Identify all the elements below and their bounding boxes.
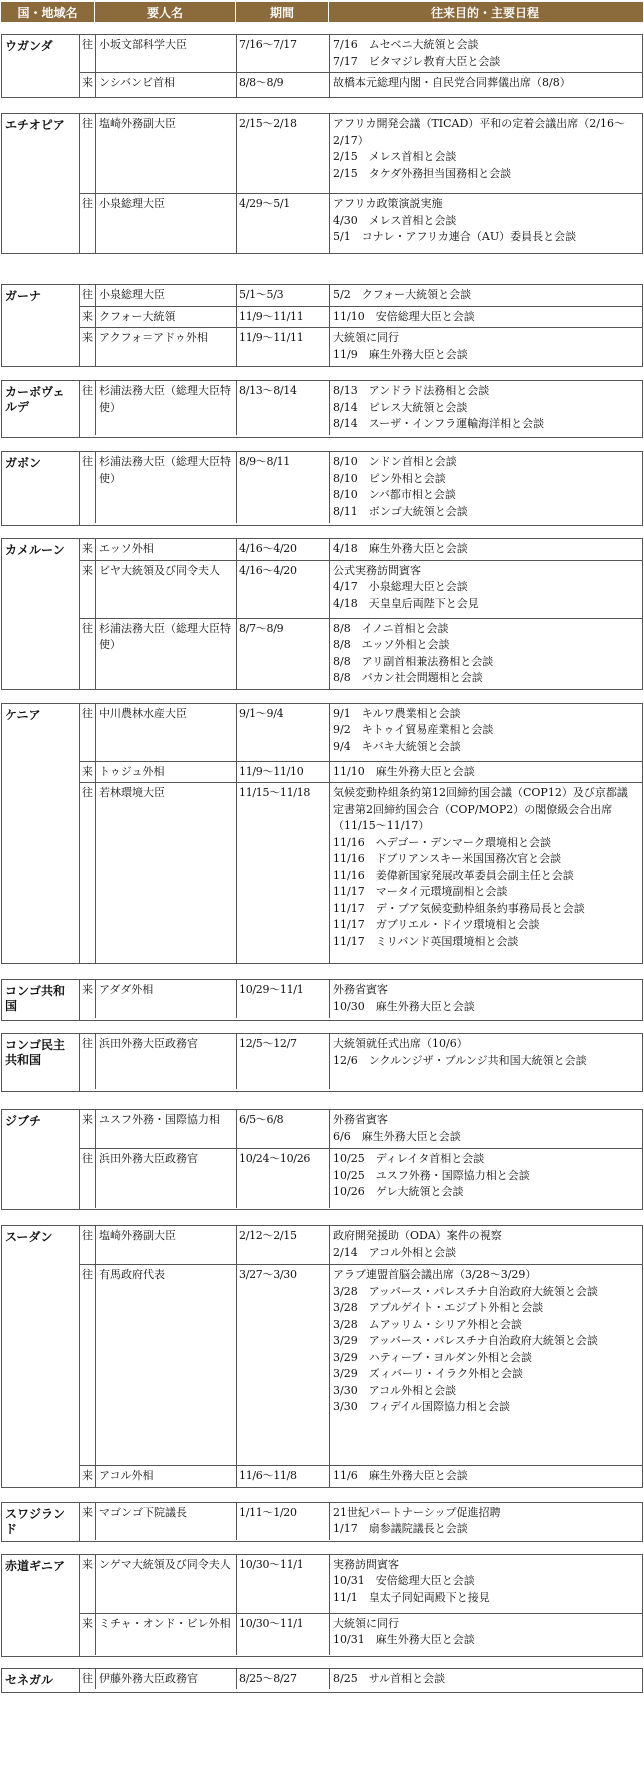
direction-cell: 往 xyxy=(80,285,96,306)
purpose-line: アラブ連盟首脳会議出席（3/28〜3/29） xyxy=(333,1268,537,1281)
person-cell: ンゲマ大統領及び同令夫人 xyxy=(96,1555,237,1613)
table-row xyxy=(80,306,642,328)
purpose-cell xyxy=(330,452,640,523)
period-cell: 8/9〜8/11 xyxy=(237,452,330,523)
purpose-line: 8/10 ピン外相と会談 xyxy=(333,471,446,485)
person-cell: 浜田外務大臣政務官 xyxy=(96,1034,237,1089)
purpose-cell xyxy=(330,194,640,253)
person-cell: トゥジュ外相 xyxy=(96,762,237,783)
person-cell: ミチャ・オンド・ビレ外相 xyxy=(96,1614,237,1655)
block-spacer xyxy=(0,1488,644,1502)
purpose-line: 11/17 ガブリエル・ドイツ環境相と会談 xyxy=(333,918,540,931)
purpose-line: 10/26 ゲレ大統領と会談 xyxy=(333,1185,464,1198)
purpose-line: 11/17 デ・ブア気候変動枠組条約事務局長と会談 xyxy=(333,901,585,915)
purpose-cell xyxy=(330,619,640,689)
purpose-line: 4/18 麻生外務大臣と会談 xyxy=(333,542,468,555)
country-name: ウガンダ xyxy=(2,35,80,97)
country-block xyxy=(1,1668,643,1693)
direction-cell: 往 xyxy=(80,1226,96,1264)
purpose-line: 2/15 メレス首相と会談 xyxy=(333,150,457,163)
period-cell: 2/12〜2/15 xyxy=(237,1226,330,1264)
country-name: コンゴ共和国 xyxy=(2,980,80,1020)
purpose-line: 11/10 麻生外務大臣と会談 xyxy=(333,764,475,778)
purpose-line: 8/10 ンドン首相と会談 xyxy=(333,455,457,468)
direction-cell: 往 xyxy=(80,194,96,253)
block-spacer xyxy=(0,964,644,979)
purpose-line: 11/9 麻生外務大臣と会談 xyxy=(333,347,468,361)
purpose-cell xyxy=(330,539,640,560)
country-block xyxy=(1,284,643,367)
purpose-line: 8/8 アリ副首相兼法務相と会談 xyxy=(333,654,494,668)
direction-cell: 往 xyxy=(80,452,96,523)
country-name: エチオピア xyxy=(2,114,80,253)
table-row xyxy=(80,782,642,963)
direction-cell: 来 xyxy=(80,1466,96,1487)
period-cell: 5/1〜5/3 xyxy=(237,285,330,306)
table-row xyxy=(80,72,642,97)
direction-cell: 来 xyxy=(80,762,96,783)
purpose-line: 11/16 ヘデゴー・デンマーク環境相と会談 xyxy=(333,835,552,849)
direction-cell: 往 xyxy=(80,619,96,689)
visit-rows xyxy=(80,35,642,97)
purpose-line: 9/1 キルワ農業相と会談 xyxy=(333,706,461,720)
table-row xyxy=(80,980,642,1018)
purpose-cell xyxy=(330,1466,640,1487)
purpose-line: 気候変動枠組条約第12回締約国会議（COP12）及び京都議定書第2回締約国会合（COP/MOP2）の閣僚級会合出席（11/15〜11/17） xyxy=(333,786,628,832)
purpose-line: 2/14 アコル外相と会談 xyxy=(333,1245,457,1259)
visit-rows xyxy=(80,1034,642,1091)
direction-cell: 来 xyxy=(80,1555,96,1613)
purpose-line: 21世紀パートナーシップ促進招聘 xyxy=(333,1505,501,1519)
period-cell: 8/13〜8/14 xyxy=(237,381,330,435)
table-row xyxy=(80,1465,642,1487)
purpose-line: 11/6 麻生外務大臣と会談 xyxy=(333,1469,468,1482)
block-spacer xyxy=(0,526,644,538)
purpose-line: 3/29 ハティーブ・ヨルダン外相と会談 xyxy=(333,1350,532,1364)
visit-rows xyxy=(80,452,642,525)
purpose-cell xyxy=(330,307,640,328)
header-purpose: 往来目的・主要日程 xyxy=(430,5,539,20)
period-cell: 8/25〜8/27 xyxy=(237,1669,330,1690)
country-name: ケニア xyxy=(2,704,80,964)
table-row xyxy=(80,35,642,72)
direction-cell: 往 xyxy=(80,35,96,72)
country-block xyxy=(1,538,643,690)
direction-cell: 来 xyxy=(80,539,96,560)
person-cell: エッソ外相 xyxy=(96,539,237,560)
country-block xyxy=(1,380,643,438)
person-cell: クフォー大統領 xyxy=(96,307,237,328)
period-cell: 7/16〜7/17 xyxy=(237,35,330,72)
purpose-cell xyxy=(330,1034,640,1089)
purpose-cell xyxy=(330,1503,640,1540)
purpose-line: 3/28 アブルゲイト・エジプト外相と会談 xyxy=(333,1301,544,1314)
period-cell: 4/16〜4/20 xyxy=(237,561,330,618)
purpose-line: 4/17 小泉総理大臣と会談 xyxy=(333,580,468,593)
person-cell: 杉浦法務大臣（総理大臣特使） xyxy=(96,381,237,435)
direction-cell: 来 xyxy=(80,1614,96,1655)
purpose-line: 8/8 イノニ首相と会談 xyxy=(333,621,449,635)
table-row xyxy=(80,452,642,523)
person-cell: 中川農林水産大臣 xyxy=(96,704,237,761)
country-name: 赤道ギニア xyxy=(2,1555,80,1656)
period-cell: 6/5〜6/8 xyxy=(237,1110,330,1148)
purpose-line: 11/1 皇太子同妃両殿下と接見 xyxy=(333,1590,490,1604)
table-row xyxy=(80,381,642,435)
country-name: カメルーン xyxy=(2,539,80,689)
purpose-cell xyxy=(330,1110,640,1148)
purpose-line: 8/25 サル首相と会談 xyxy=(333,1671,446,1685)
person-cell: 杉浦法務大臣（総理大臣特使） xyxy=(96,452,237,523)
table-row xyxy=(80,1503,642,1540)
table-row xyxy=(80,1669,642,1690)
table-row xyxy=(80,1613,642,1655)
purpose-cell xyxy=(330,1614,640,1655)
person-cell: 浜田外務大臣政務官 xyxy=(96,1149,237,1208)
purpose-line: 9/2 キトゥイ貿易産業相と会談 xyxy=(333,723,494,736)
purpose-line: 故橋本元総理内閣・自民党合同葬儀出席（8/8） xyxy=(333,76,571,89)
header-person: 要人名 xyxy=(95,2,236,22)
purpose-line: 8/10 ンバ都市相と会談 xyxy=(333,488,456,501)
country-block xyxy=(1,703,643,965)
purpose-cell xyxy=(330,762,640,783)
purpose-line: 8/8 エッソ外相と会談 xyxy=(333,638,450,651)
period-cell: 10/30〜11/1 xyxy=(237,1555,330,1613)
table-row xyxy=(80,1264,642,1465)
purpose-line: 6/6 麻生外務大臣と会談 xyxy=(333,1129,461,1143)
direction-cell: 往 xyxy=(80,704,96,761)
purpose-line: 3/30 フィデイル国際協力相と会談 xyxy=(333,1400,511,1413)
purpose-line: 7/16 ムセベニ大統領と会談 xyxy=(333,38,479,51)
country-name: スワジランド xyxy=(2,1503,80,1541)
header-country: 国・地域名 xyxy=(1,2,95,22)
direction-cell: 来 xyxy=(80,980,96,1018)
period-cell: 3/27〜3/30 xyxy=(237,1265,330,1465)
person-cell: マゴンゴ下院議長 xyxy=(96,1503,237,1540)
block-spacer xyxy=(0,1542,644,1554)
country-block xyxy=(1,1502,643,1542)
table-row xyxy=(80,761,642,783)
visit-rows xyxy=(80,114,642,253)
direction-cell: 来 xyxy=(80,561,96,618)
direction-cell: 往 xyxy=(80,381,96,435)
visit-rows xyxy=(80,1555,642,1656)
period-cell: 10/30〜11/1 xyxy=(237,1614,330,1655)
purpose-line: 11/17 ミリバンド英国環境相と会談 xyxy=(333,934,519,948)
visit-rows xyxy=(80,1503,642,1541)
purpose-cell xyxy=(330,381,640,435)
direction-cell: 来 xyxy=(80,1110,96,1148)
table-row xyxy=(80,1148,642,1208)
purpose-cell xyxy=(330,561,640,618)
purpose-cell xyxy=(330,1149,640,1208)
direction-cell: 往 xyxy=(80,1034,96,1089)
direction-cell: 来 xyxy=(80,73,96,97)
table-row xyxy=(80,327,642,366)
purpose-line: 11/10 安倍総理大臣と会談 xyxy=(333,309,475,323)
purpose-line: 7/17 ビタマジレ教育大臣と会談 xyxy=(333,54,501,68)
visit-rows xyxy=(80,1110,642,1209)
purpose-line: 外務省賓客 xyxy=(333,1113,388,1126)
purpose-line: 8/13 アンドラド法務相と会談 xyxy=(333,384,490,397)
visit-rows xyxy=(80,1669,642,1692)
period-cell: 4/16〜4/20 xyxy=(237,539,330,560)
period-cell: 9/1〜9/4 xyxy=(237,704,330,761)
purpose-line: 3/28 ムアッリム・シリア外相と会談 xyxy=(333,1317,522,1331)
table-row xyxy=(80,1110,642,1148)
purpose-line: 11/17 マータイ元環境副相と会談 xyxy=(333,885,508,898)
block-spacer xyxy=(0,690,644,703)
person-cell: 小泉総理大臣 xyxy=(96,285,237,306)
period-cell: 8/8〜8/9 xyxy=(237,73,330,97)
person-cell: 小泉総理大臣 xyxy=(96,194,237,253)
person-cell: アダダ外相 xyxy=(96,980,237,1018)
purpose-line: 実務訪問賓客 xyxy=(333,1557,399,1571)
country-block xyxy=(1,34,643,98)
purpose-cell xyxy=(330,1555,640,1613)
purpose-line: 大統領に同行 xyxy=(333,1616,399,1630)
purpose-line: 8/14 スーザ・インフラ運輸海洋相と会談 xyxy=(333,417,545,430)
person-cell: 小坂文部科学大臣 xyxy=(96,35,237,72)
block-spacer xyxy=(0,1210,644,1225)
period-cell: 1/11〜1/20 xyxy=(237,1503,330,1540)
purpose-line: 9/4 キバキ大統領と会談 xyxy=(333,739,461,753)
person-cell: 若林環境大臣 xyxy=(96,783,237,963)
table-row xyxy=(80,1034,642,1089)
country-name: セネガル xyxy=(2,1669,80,1692)
country-block xyxy=(1,979,643,1021)
purpose-line: 1/17 扇参議院議長と会談 xyxy=(333,1522,468,1535)
purpose-line: 10/30 麻生外務大臣と会談 xyxy=(333,999,475,1013)
direction-cell: 来 xyxy=(80,1503,96,1540)
person-cell: ンシバンビ首相 xyxy=(96,73,237,97)
purpose-line: 外務省賓客 xyxy=(333,983,388,996)
purpose-cell xyxy=(330,1265,640,1465)
period-cell: 11/6〜11/8 xyxy=(237,1466,330,1487)
visit-rows xyxy=(80,381,642,437)
country-name: スーダン xyxy=(2,1226,80,1487)
table-row xyxy=(80,285,642,306)
purpose-line: 10/31 安倍総理大臣と会談 xyxy=(333,1574,475,1587)
period-cell: 10/24〜10/26 xyxy=(237,1149,330,1208)
table-row xyxy=(80,618,642,689)
country-name: ガーナ xyxy=(2,285,80,366)
purpose-line: 2/15 タケダ外務担当国務相と会談 xyxy=(333,166,512,180)
country-name: ガボン xyxy=(2,452,80,525)
table-row xyxy=(80,704,642,761)
period-cell: 10/29〜11/1 xyxy=(237,980,330,1018)
purpose-line: アフリカ開発会議（TICAD）平和の定着会議出席（2/16〜2/17） xyxy=(333,117,626,147)
purpose-cell xyxy=(330,35,640,72)
table-row xyxy=(80,560,642,618)
purpose-line: 3/30 アコル外相と会談 xyxy=(333,1383,457,1397)
visit-rows xyxy=(80,980,642,1020)
purpose-line: 5/2 クフォー大統領と会談 xyxy=(333,288,472,301)
purpose-cell xyxy=(330,783,640,963)
purpose-line: 4/18 天皇皇后両陛下と会見 xyxy=(333,596,479,610)
block-spacer xyxy=(0,254,644,284)
person-cell: ビヤ大統領及び同令夫人 xyxy=(96,561,237,618)
purpose-cell xyxy=(330,73,640,97)
period-cell: 11/9〜11/11 xyxy=(237,328,330,366)
country-block xyxy=(1,1109,643,1210)
purpose-line: 大統領に同行 xyxy=(333,331,399,344)
visit-rows xyxy=(80,704,642,964)
purpose-line: 11/16 姜偉新国家発展改革委員会副主任と会談 xyxy=(333,868,574,882)
direction-cell: 往 xyxy=(80,1149,96,1208)
country-name: ジブチ xyxy=(2,1110,80,1209)
direction-cell: 往 xyxy=(80,114,96,193)
period-cell: 11/9〜11/10 xyxy=(237,762,330,783)
purpose-line: 8/8 バカン社会問題相と会談 xyxy=(333,671,483,684)
purpose-line: 3/29 アッバース・パレスチナ自治政府大統領と会談 xyxy=(333,1334,598,1347)
visit-rows xyxy=(80,1226,642,1487)
country-block xyxy=(1,451,643,526)
country-block xyxy=(1,113,643,254)
direction-cell: 往 xyxy=(80,783,96,963)
block-spacer xyxy=(0,1092,644,1109)
block-spacer xyxy=(0,438,644,451)
country-name: カーボヴェルデ xyxy=(2,381,80,437)
visit-rows xyxy=(80,539,642,689)
person-cell: 塩崎外務副大臣 xyxy=(96,114,237,193)
direction-cell: 往 xyxy=(80,1265,96,1465)
country-block xyxy=(1,1033,643,1092)
table-header xyxy=(1,2,643,22)
purpose-line: 4/30 メレス首相と会談 xyxy=(333,213,457,227)
header-period: 期間 xyxy=(236,2,329,22)
purpose-line: 大統領就任式出席（10/6） xyxy=(333,1037,468,1050)
block-spacer xyxy=(0,98,644,113)
table-body xyxy=(0,34,644,1693)
table-row xyxy=(80,1226,642,1264)
purpose-cell xyxy=(330,285,640,306)
table-row xyxy=(80,114,642,193)
purpose-line: アフリカ政策演説実施 xyxy=(333,197,443,210)
country-block xyxy=(1,1225,643,1488)
purpose-line: 3/29 ズィバーリ・イラク外相と会談 xyxy=(333,1367,524,1380)
table-row xyxy=(80,1555,642,1613)
person-cell: 有馬政府代表 xyxy=(96,1265,237,1465)
purpose-cell xyxy=(330,114,640,193)
person-cell: 杉浦法務大臣（総理大臣特使） xyxy=(96,619,237,689)
direction-cell: 往 xyxy=(80,1669,96,1690)
purpose-line: 12/6 ンクルンジザ・ブルンジ共和国大統領と会談 xyxy=(333,1053,587,1067)
purpose-cell xyxy=(330,1669,640,1690)
purpose-line: 10/25 ユスフ外務・国際協力相と会談 xyxy=(333,1168,530,1182)
direction-cell: 来 xyxy=(80,307,96,328)
period-cell: 11/9〜11/11 xyxy=(237,307,330,328)
purpose-line: 10/25 ディレイタ首相と会談 xyxy=(333,1152,485,1165)
period-cell: 2/15〜2/18 xyxy=(237,114,330,193)
purpose-line: 11/16 ドブリアンスキー米国国務次官と会談 xyxy=(333,852,562,865)
period-cell: 8/7〜8/9 xyxy=(237,619,330,689)
person-cell: 塩崎外務副大臣 xyxy=(96,1226,237,1264)
purpose-line: 8/14 ピレス大統領と会談 xyxy=(333,400,468,414)
country-name: コンゴ民主共和国 xyxy=(2,1034,80,1091)
block-spacer xyxy=(0,367,644,380)
person-cell: ユスフ外務・国際協力相 xyxy=(96,1110,237,1148)
purpose-line: 8/11 ボンゴ大統領と会談 xyxy=(333,504,468,518)
period-cell: 11/15〜11/18 xyxy=(237,783,330,963)
direction-cell: 来 xyxy=(80,328,96,366)
purpose-line: 政府開発援助（ODA）案件の視察 xyxy=(333,1229,502,1242)
period-cell: 12/5〜12/7 xyxy=(237,1034,330,1089)
purpose-cell xyxy=(330,704,640,761)
purpose-cell xyxy=(330,328,640,366)
purpose-line: 3/28 アッバース・パレスチナ自治政府大統領と会談 xyxy=(333,1284,598,1298)
purpose-line: 5/1 コナレ・アフリカ連合（AU）委員長と会談 xyxy=(333,230,577,243)
purpose-line: 公式実務訪問賓客 xyxy=(333,563,421,577)
purpose-cell xyxy=(330,980,640,1018)
period-cell: 4/29〜5/1 xyxy=(237,194,330,253)
table-row xyxy=(80,193,642,253)
visit-rows xyxy=(80,285,642,366)
country-block xyxy=(1,1554,643,1657)
purpose-line: 10/31 麻生外務大臣と会談 xyxy=(333,1633,475,1646)
person-cell: アクフォ＝アドゥ外相 xyxy=(96,328,237,366)
person-cell: 伊藤外務大臣政務官 xyxy=(96,1669,237,1690)
purpose-cell xyxy=(330,1226,640,1264)
block-spacer xyxy=(0,1021,644,1033)
block-spacer xyxy=(0,1657,644,1668)
person-cell: アコル外相 xyxy=(96,1466,237,1487)
table-row xyxy=(80,539,642,560)
